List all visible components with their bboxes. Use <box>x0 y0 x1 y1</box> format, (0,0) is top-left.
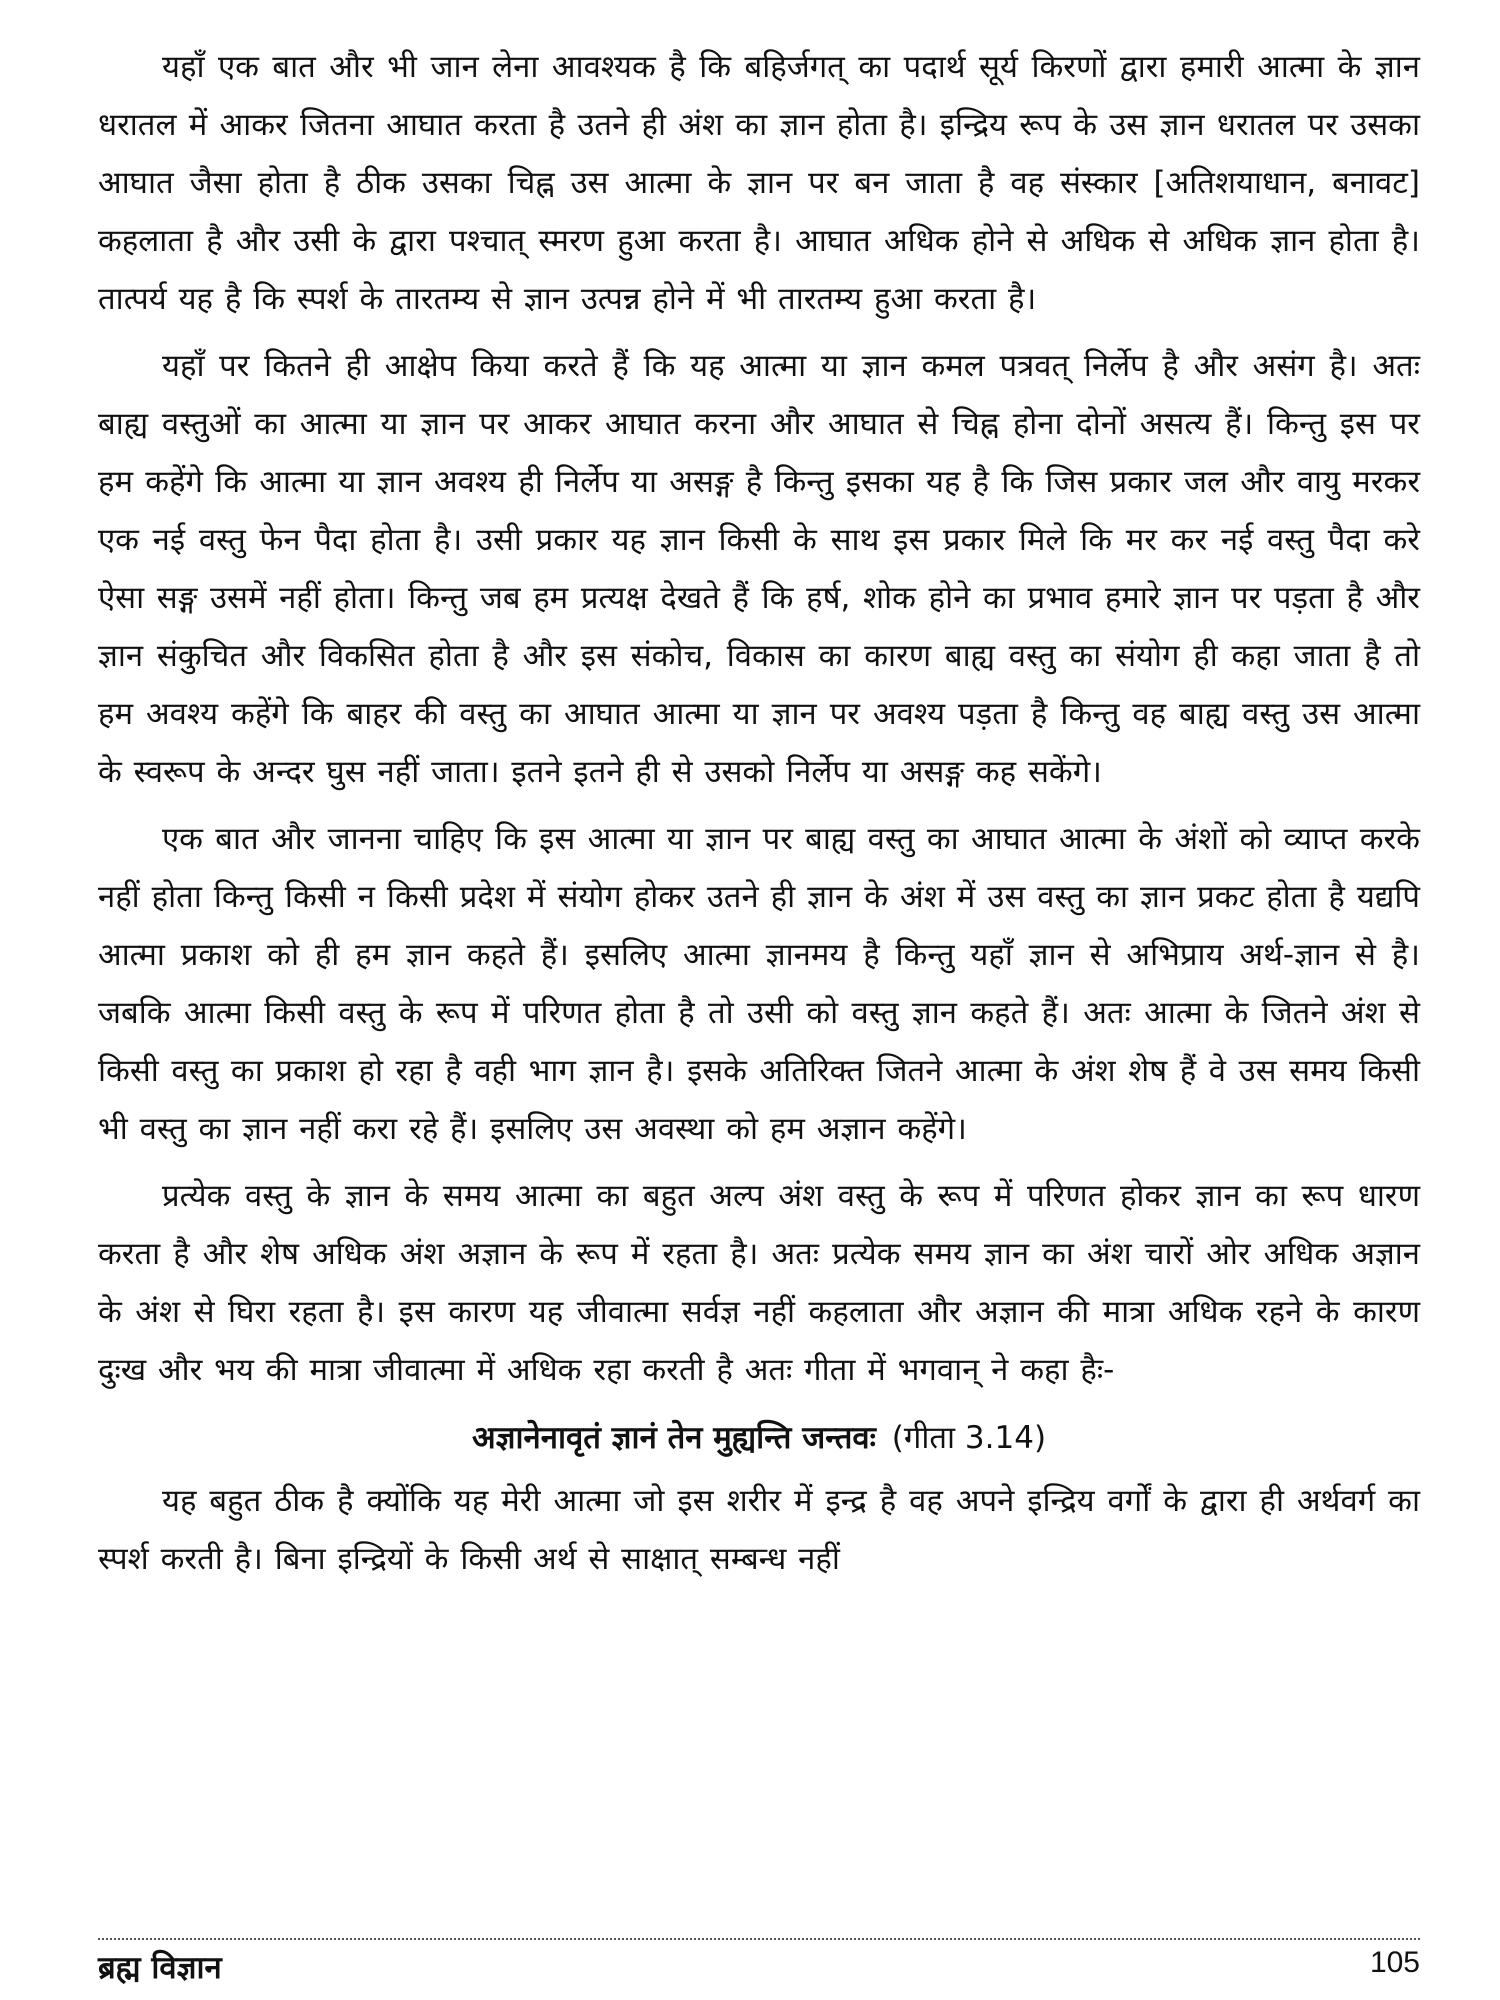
paragraph-3: एक बात और जानना चाहिए कि इस आत्मा या ज्ञान पर बाह्य वस्तु का आघात आत्मा के अंशों को व्याप्त करके नहीं होता किन्तु किसी न किसी प्रदेश में संयोग होकर उतने ही ज्ञान के अंश में उस वस्तु का ज्ञान प्रकट होता है यद्यपि आत्मा प्रकाश को ही हम ज्ञान कहते हैं। इसलिए आत्मा ज्ञानमय है किन्तु यहाँ ज्ञान से अभिप्राय अर्थ-ज्ञान से है। जबकि आत्मा किसी वस्तु के रूप में परिणत होता है तो उसी को वस्तु ज्ञान कहते हैं। अतः आत्मा के जितने अंश से किसी वस्तु का प्रकाश हो रहा है वही भाग ज्ञान है। इसके अतिरिक्त जितने आत्मा के अंश शेष हैं वे उस समय किसी भी वस्तु का ज्ञान नहीं करा रहे हैं। इसलिए उस अवस्था को हम अज्ञान कहेंगे। <box>98 821 1420 1147</box>
paragraph-2: यहाँ पर कितने ही आक्षेप किया करते हैं कि यह आत्मा या ज्ञान कमल पत्रवत् निर्लेप है और असंग है। अतः बाह्य वस्तुओं का आत्मा या ज्ञान पर आकर आघात करना और आघात से चिह्न होना दोनों असत्य हैं। किन्तु इस पर हम कहेंगे कि आत्मा या ज्ञान अवश्य ही निर्लेप या असङ्ग है किन्तु इसका यह है कि जिस प्रकार जल और वायु मरकर एक नई वस्तु फेन पैदा होता है। उसी प्रकार यह ज्ञान किसी के साथ इस प्रकार मिले कि मर कर नई वस्तु पैदा करे ऐसा सङ्ग उसमें नहीं होता। किन्तु जब हम प्रत्यक्ष देखते हैं कि हर्ष, शोक होने का प्रभाव हमारे ज्ञान पर पड़ता है और ज्ञान संकुचित और विकसित होता है और इस संकोच, विकास का कारण बाह्य वस्तु का संयोग ही कहा जाता है तो हम अवश्य कहेंगे कि बाहर की वस्तु का आघात आत्मा या ज्ञान पर अवश्य पड़ता है किन्तु वह बाह्य वस्तु उस आत्मा के स्वरूप के अन्दर घुस नहीं जाता। इतने इतने ही से उसको निर्लेप या असङ्ग कह सकेंगे। <box>98 348 1420 790</box>
footer-page-number: 105 <box>1369 1946 1420 1979</box>
footer-divider <box>98 1938 1420 1940</box>
page-body <box>98 38 1420 1597</box>
footer-book-title: ब्रह्म विज्ञान <box>98 1950 222 1986</box>
verse-reference: (गीता 3.14) <box>891 1420 1047 1456</box>
paragraph-1: यहाँ एक बात और भी जान लेना आवश्यक है कि बहिर्जगत् का पदार्थ सूर्य किरणों द्वारा हमारी आत्मा के ज्ञान धरातल में आकर जितना आघात करता है उतने ही अंश का ज्ञान होता है। इन्द्रिय रूप के उस ज्ञान धरातल पर उसका आघात जैसा होता है ठीक उसका चिह्न उस आत्मा के ज्ञान पर बन जाता है वह संस्कार [अतिशयाधान, बनावट] कहलाता है और उसी के द्वारा पश्चात् स्मरण हुआ करता है। आघात अधिक होने से अधिक से अधिक ज्ञान होता है। तात्पर्य यह है कि स्पर्श के तारतम्य से ज्ञान उत्पन्न होने में भी तारतम्य हुआ करता है। <box>98 49 1420 317</box>
verse-quote <box>98 1408 1420 1468</box>
page-footer <box>98 1946 1420 1990</box>
paragraph-4: प्रत्येक वस्तु के ज्ञान के समय आत्मा का बहुत अल्प अंश वस्तु के रूप में परिणत होकर ज्ञान का रूप धारण करता है और शेष अधिक अंश अज्ञान के रूप में रहता है। अतः प्रत्येक समय ज्ञान का अंश चारों ओर अधिक अज्ञान के अंश से घिरा रहता है। इस कारण यह जीवात्मा सर्वज्ञ नहीं कहलाता और अज्ञान की मात्रा अधिक रहने के कारण दुःख और भय की मात्रा जीवात्मा में अधिक रहा करती है अतः गीता में भगवान् ने कहा हैः- <box>98 1178 1421 1388</box>
verse-text: अज्ञानेनावृतं ज्ञानं तेन मुह्यन्ति जन्तवः <box>471 1420 876 1456</box>
paragraph-5: यह बहुत ठीक है क्योंकि यह मेरी आत्मा जो इस शरीर में इन्द्र है वह अपने इन्द्रिय वर्गों के द्वारा ही अर्थवर्ग का स्पर्श करती है। बिना इन्द्रियों के किसी अर्थ से साक्षात् सम्बन्ध नहीं <box>98 1483 1420 1577</box>
